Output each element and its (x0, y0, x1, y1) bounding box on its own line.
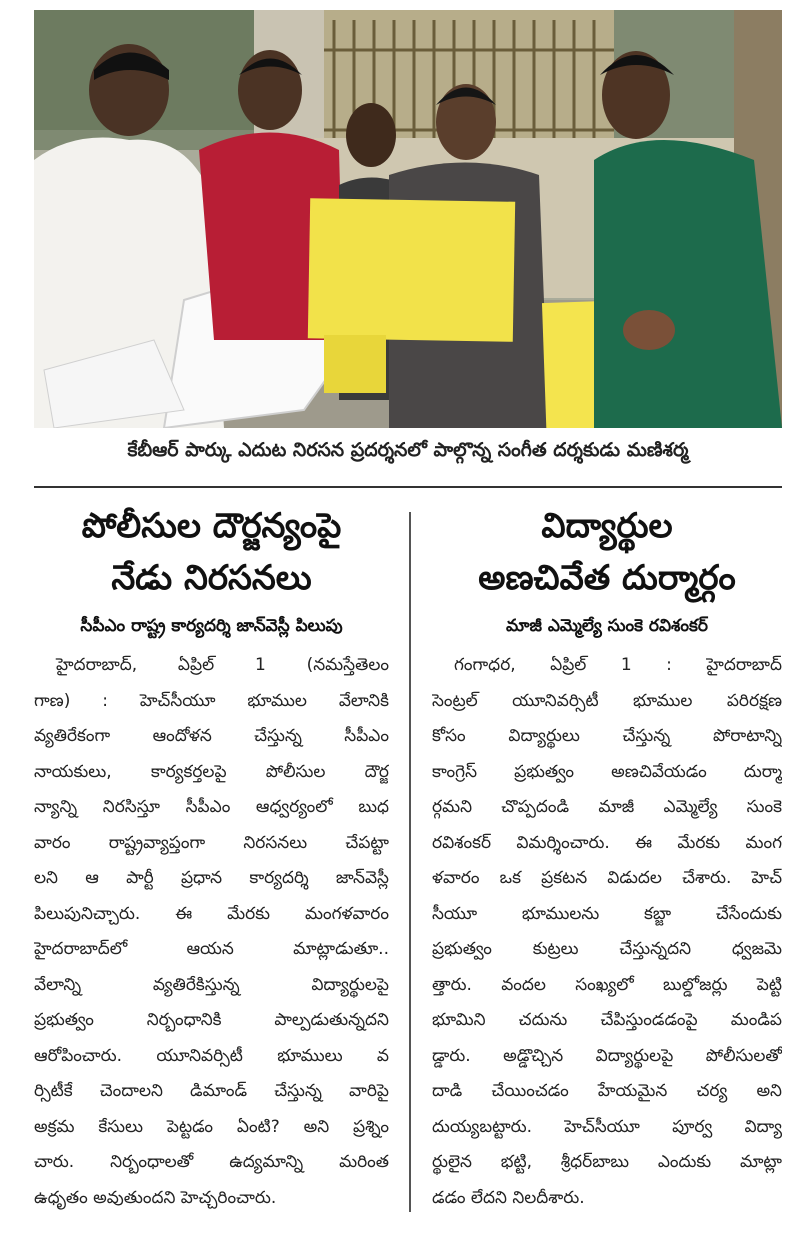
body-line: గాణ) : హెచ్‌సీయూ భూముల వేలానికి (34, 690, 389, 711)
right-article (432, 500, 782, 1216)
body-line: ర్సిటీకే చెందాలని డిమాండ్ చేస్తున్న వారిపై (34, 1081, 389, 1101)
body-line: కాంగ్రెస్ ప్రభుత్వం అణచివేయడం దుర్మా (432, 761, 782, 782)
right-headline-line-1: విద్యార్థుల (541, 506, 673, 546)
body-line: దాడి చేయించడం హేయమైన చర్య అని (432, 1081, 782, 1101)
body-line: ళవారం ఒక ప్రకటన విడుదల చేశారు. హెచ్ (432, 868, 782, 888)
body-line: హైదరాబాద్, ఏప్రిల్ 1 (నమస్తేతెలం (56, 655, 389, 675)
body-line: భూమిని చదును చేపిస్తుండడంపై మండిప (432, 1010, 782, 1030)
body-line: ఆరోపించారు. యూనివర్సిటీ భూములు వ (34, 1045, 389, 1066)
body-line: లని ఆ పార్టీ ప్రధాన కార్యదర్శి జాన్‌వెస్లీ (34, 868, 389, 888)
left-subhead: సీపీఎం రాష్ట్ర కార్యదర్శి జాన్‌వెస్లీ పిలుపు (80, 616, 343, 636)
right-headline (432, 500, 782, 604)
body-line: పిలుపునిచ్చారు. ఈ మేరకు మంగళవారం (34, 903, 389, 924)
body-line: ప్రభుత్వం నిర్బంధానికి పాల్పడుతున్నదని (34, 1010, 389, 1030)
body-line: ర్థులైన భట్టి, శ్రీధర్‌బాబు ఎందుకు మాట్లా (432, 1152, 782, 1172)
body-line: సెంట్రల్ యూనివర్సిటీ భూముల పరిరక్షణ (432, 690, 782, 711)
column-divider (409, 512, 411, 1212)
body-line: డడం లేదని నిలదీశారు. (432, 1187, 585, 1208)
body-line: ప్రభుత్వం కుట్రలు చేస్తున్నదని ధ్వజమె (432, 939, 782, 959)
body-line: హైదరాబాద్‌లో ఆయన మాట్లాడుతూ.. (34, 939, 389, 959)
body-line: చారు. నిర్బంధాలతో ఉద్యమాన్ని మరింత (34, 1152, 389, 1172)
news-photo (34, 10, 782, 428)
body-line: అక్రమ కేసులు పెట్టడం ఏంటి? అని ప్రశ్నిం (34, 1116, 389, 1137)
body-line: వ్యతిరేకంగా ఆందోళన చేస్తున్న సీపీఎం (34, 726, 389, 746)
body-line: త్తారు. వందల సంఖ్యలో బుల్డోజర్లు పెట్టి (432, 974, 782, 995)
left-article (34, 500, 389, 1216)
body-line: న్యాన్ని నిరసిస్తూ సీపీఎం ఆధ్వర్యంలో బుధ (34, 797, 389, 817)
left-body (34, 648, 389, 1216)
body-line: కోసం విద్యార్థులు చేస్తున్న పోరాటాన్ని (432, 726, 782, 746)
body-line: ర్గమని చొప్పదండి మాజీ ఎమ్మెల్యే సుంకె (432, 797, 782, 817)
body-line: వారం రాష్ట్రవ్యాప్తంగా నిరసనలు చేపట్టా (34, 832, 389, 853)
right-subhead: మాజీ ఎమ్మెల్యే సుంకె రవిశంకర్ (506, 616, 708, 636)
body-line: నాయకులు, కార్యకర్తలపై పోలీసుల దౌర్జ (34, 761, 389, 782)
right-headline-line-2: అణచివేత దుర్మార్గం (478, 558, 736, 598)
body-line: డ్డారు. అడ్డొచ్చిన విద్యార్థులపై పోలీసులతో (432, 1045, 782, 1066)
body-line: గంగాధర, ఏప్రిల్ 1 : హైదరాబాద్ (454, 655, 782, 675)
body-line: దుయ్యబట్టారు. హెచ్‌సీయూ పూర్వ విద్యా (432, 1116, 782, 1137)
photo-caption: కేబీఆర్ పార్కు ఎదుట నిరసన ప్రదర్శనలో పాల్గొన్న సంగీత దర్శకుడు మణిశర్మ (127, 439, 689, 461)
left-headline-line-1: పోలీసుల దౌర్జన్యంపై (81, 506, 342, 546)
right-body (432, 648, 782, 1216)
body-line: రవిశంకర్ విమర్శించారు. ఈ మేరకు మంగ (432, 832, 782, 853)
caption-divider (34, 486, 782, 488)
body-line: వేలాన్ని వ్యతిరేకిస్తున్న విద్యార్థులపై (34, 974, 389, 995)
protest-photo-illustration (34, 10, 782, 428)
left-headline-line-2: నేడు నిరసనలు (111, 558, 312, 598)
left-headline (34, 500, 389, 604)
body-line: ఉధృతం అవుతుందని హెచ్చరించారు. (34, 1187, 277, 1208)
body-line: సీయూ భూములను కబ్జా చేసేందుకు (432, 903, 782, 924)
